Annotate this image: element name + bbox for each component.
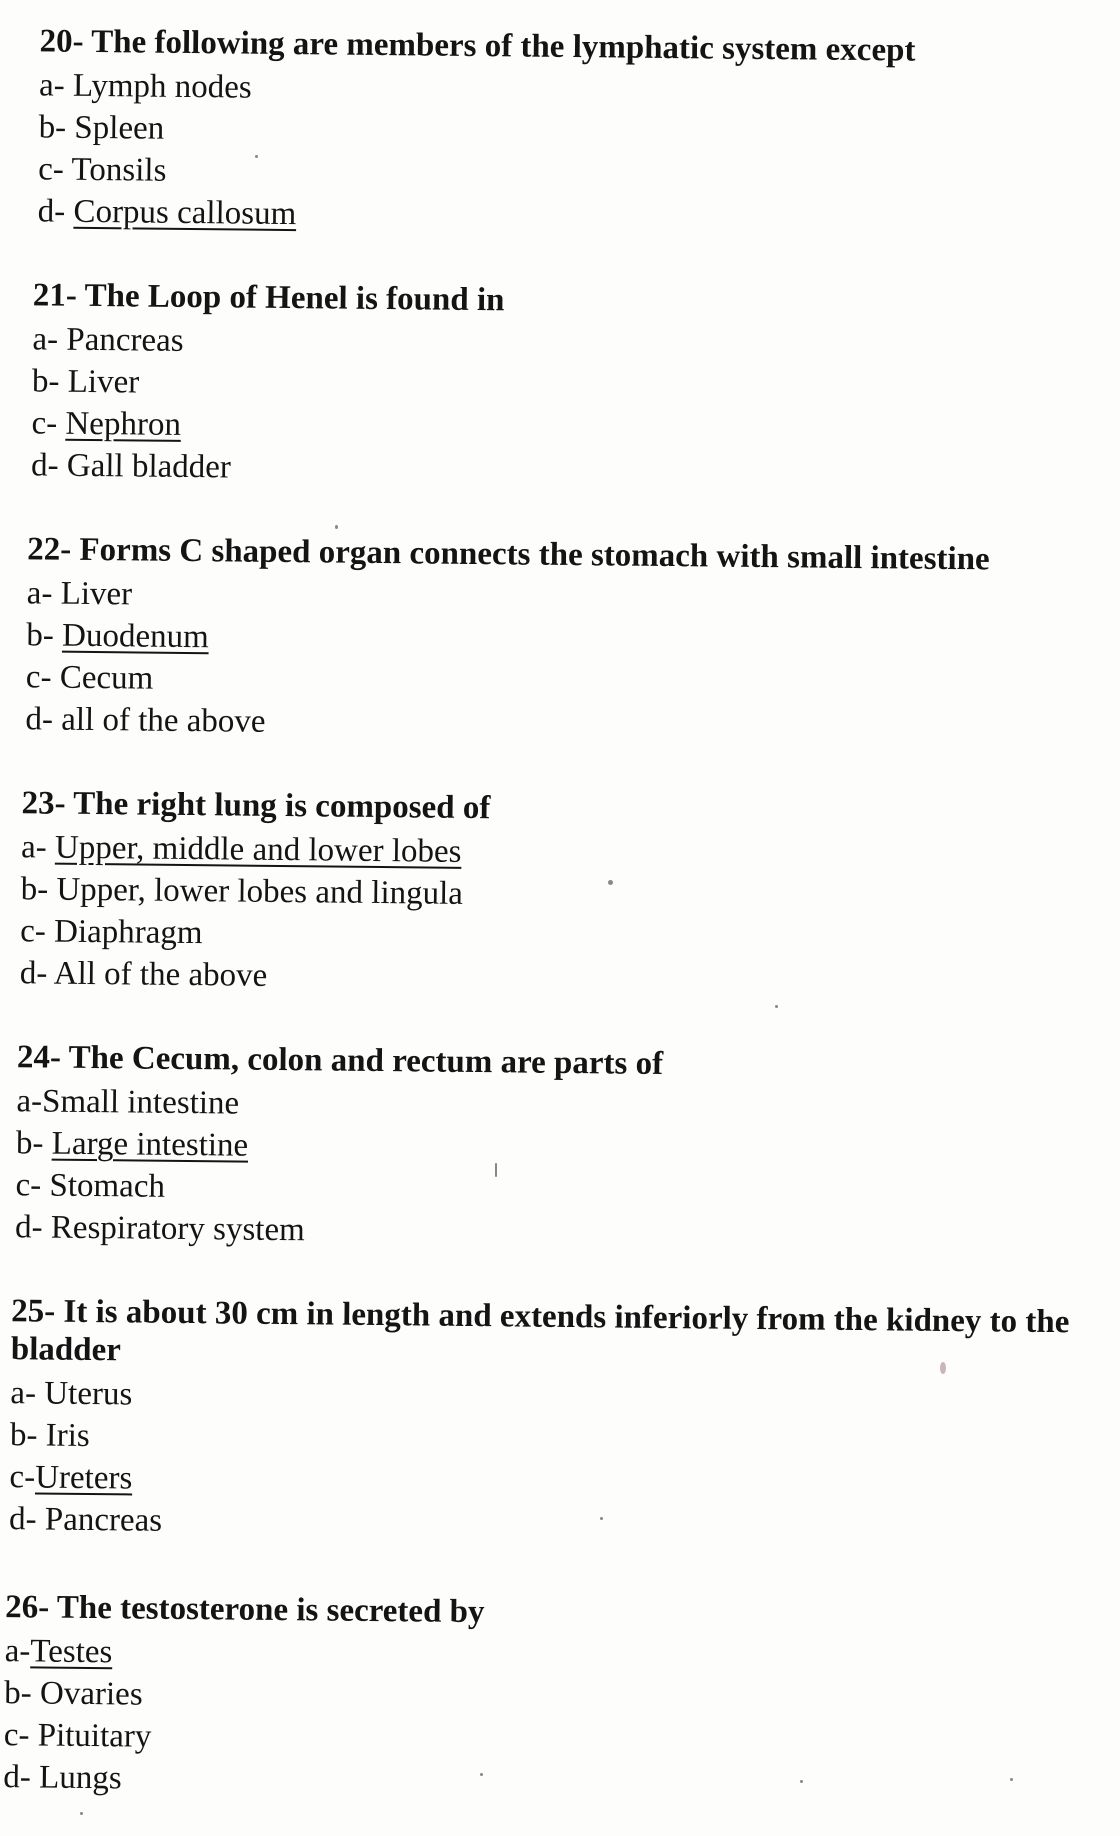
option-letter: c- xyxy=(25,659,52,696)
answer-underlined: Duodenum xyxy=(61,617,209,656)
scan-speck xyxy=(80,1812,83,1815)
question-number: 26- xyxy=(4,1589,50,1626)
scan-speck xyxy=(495,1163,497,1177)
option-letter: d- xyxy=(14,1209,43,1246)
scan-speck xyxy=(608,880,613,885)
scan-speck xyxy=(335,525,338,529)
option-text: Small intestine xyxy=(41,1083,240,1122)
option-letter: b- xyxy=(9,1417,38,1454)
answer-underlined: Corpus callosum xyxy=(73,193,297,233)
question-23 xyxy=(20,784,1120,1006)
option-text: Cecum xyxy=(59,659,154,697)
option-letter: a- xyxy=(20,829,47,866)
question-number: 20- xyxy=(39,23,84,60)
question-number: 23- xyxy=(21,785,66,822)
question-number: 25- xyxy=(11,1293,56,1330)
option-letter: b- xyxy=(38,109,67,146)
answer-underlined: Testes xyxy=(30,1633,113,1671)
option-letter: a- xyxy=(4,1633,31,1670)
option-letter: b- xyxy=(15,1125,44,1162)
question-title xyxy=(17,1038,1117,1088)
option-letter: c- xyxy=(15,1167,42,1204)
option-letter: c- xyxy=(31,405,58,442)
option-letter: c- xyxy=(38,151,65,188)
option-letter: c- xyxy=(3,1717,30,1754)
question-text: The Loop of Henel is found in xyxy=(84,277,505,319)
option-letter: d- xyxy=(30,447,59,484)
option-text: Liver xyxy=(67,363,140,401)
question-22 xyxy=(25,530,1120,752)
option-text: Pituitary xyxy=(37,1717,152,1755)
option-letter: d- xyxy=(25,701,54,738)
question-number: 21- xyxy=(32,277,78,314)
option-text: Spleen xyxy=(74,109,165,147)
option-text: Respiratory system xyxy=(50,1209,305,1249)
question-text: The Cecum, colon and rectum are parts of xyxy=(68,1039,664,1083)
option-text: Upper, lower lobes and lingula xyxy=(56,871,464,912)
option-text: Stomach xyxy=(49,1167,166,1205)
option-letter: b- xyxy=(31,363,60,400)
question-title xyxy=(39,22,1120,72)
option-text: Liver xyxy=(60,575,133,613)
option-letter: d- xyxy=(3,1759,32,1796)
option-letter: c- xyxy=(20,913,47,950)
scan-speck xyxy=(775,1005,778,1008)
option-text: Uterus xyxy=(44,1375,133,1413)
scan-speck xyxy=(1010,1778,1013,1781)
option-text: Iris xyxy=(45,1417,90,1455)
option-text: All of the above xyxy=(53,955,268,994)
question-21 xyxy=(31,276,1120,498)
question-text: Forms C shaped organ connects the stomach with small intestine xyxy=(79,531,990,578)
scan-speck xyxy=(600,1517,603,1520)
question-text: It is about 30 cm in length and extends inferiorly from the kidney to the bladder xyxy=(10,1293,1070,1369)
option-text: Pancreas xyxy=(66,321,184,359)
question-text: The following are members of the lymphatic system except xyxy=(91,23,916,69)
question-title xyxy=(11,1292,1092,1379)
option-letter: b- xyxy=(20,871,49,908)
question-25 xyxy=(9,1292,1112,1552)
option-letter: a- xyxy=(16,1083,43,1120)
option-text: Pancreas xyxy=(44,1501,163,1539)
option-letter: d- xyxy=(8,1501,37,1538)
scan-speck xyxy=(480,1773,483,1776)
question-title xyxy=(21,784,1120,834)
scan-speck xyxy=(940,1362,946,1374)
option-text: Lungs xyxy=(38,1759,122,1797)
option-letter: b- xyxy=(4,1675,32,1712)
option-letter: c- xyxy=(9,1459,36,1496)
scan-speck xyxy=(255,155,258,158)
question-24 xyxy=(15,1038,1117,1260)
question-number: 24- xyxy=(16,1039,62,1076)
option-letter: a- xyxy=(32,321,59,358)
answer-underlined: Ureters xyxy=(34,1459,133,1497)
question-number: 22- xyxy=(27,531,72,568)
option-letter: a- xyxy=(26,575,53,612)
question-20 xyxy=(38,22,1120,244)
question-text: The right lung is composed of xyxy=(73,785,491,827)
option-letter: b- xyxy=(26,617,55,654)
option-letter: d- xyxy=(37,193,66,230)
option-letter: d- xyxy=(19,955,48,992)
option-letter: a- xyxy=(38,67,65,104)
scan-speck xyxy=(800,1780,803,1783)
answer-underlined: Upper, middle and lower lobes xyxy=(54,829,462,870)
option-text: Lymph nodes xyxy=(72,67,252,106)
question-26 xyxy=(3,1588,1105,1810)
answer-underlined: Large intestine xyxy=(51,1125,249,1164)
option-letter: a- xyxy=(10,1375,37,1412)
question-title xyxy=(27,530,1120,580)
option-text: Gall bladder xyxy=(66,447,232,486)
option-text: all of the above xyxy=(61,701,266,740)
question-title xyxy=(33,276,1120,326)
option-text: Tonsils xyxy=(71,151,167,189)
question-title xyxy=(5,1588,1105,1638)
answer-underlined: Nephron xyxy=(65,405,182,443)
option-text: Ovaries xyxy=(39,1675,143,1713)
question-text: The testosterone is secreted by xyxy=(56,1589,485,1631)
option-text: Diaphragm xyxy=(53,913,203,952)
